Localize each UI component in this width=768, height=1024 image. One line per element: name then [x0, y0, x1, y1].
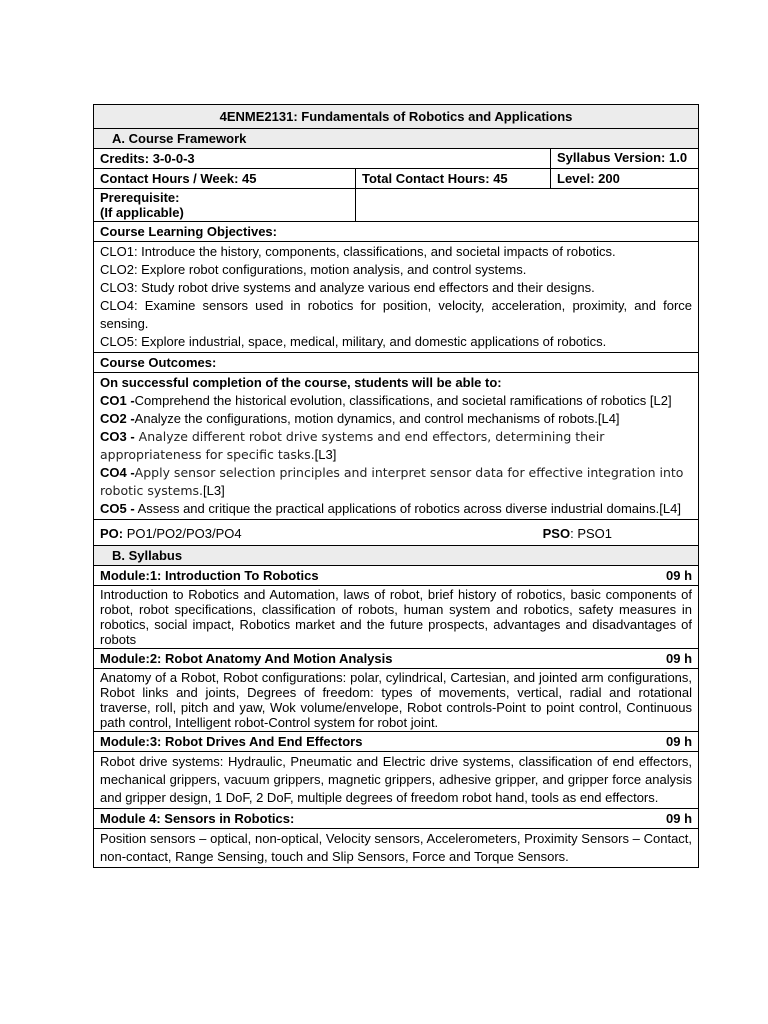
module-title: Module:3: Robot Drives And End Effectors	[100, 734, 363, 749]
contact-hours-cell: Contact Hours / Week: 45	[94, 169, 356, 189]
module-hours: 09 h	[666, 568, 693, 583]
co-heading: Course Outcomes:	[94, 353, 699, 373]
total-contact-hours-cell: Total Contact Hours: 45	[356, 169, 551, 189]
co-text: Comprehend the historical evolution, classifications, and societal ramifications of robotics [L2]	[134, 393, 672, 408]
module-title: Module 4: Sensors in Robotics:	[100, 811, 295, 826]
syllabus-table	[93, 104, 699, 868]
po-pso-row	[94, 520, 699, 546]
section-b-heading: B. Syllabus	[94, 546, 699, 566]
co-level: [L3]	[314, 447, 337, 462]
co-list	[94, 373, 699, 520]
co-text: Analyze the configurations, motion dynamics, and control mechanisms of robots.[L4]	[134, 411, 620, 426]
co-intro: On successful completion of the course, students will be able to:	[100, 375, 502, 390]
po-value: PO1/PO2/PO3/PO4	[123, 526, 242, 541]
co-item	[100, 428, 692, 464]
co-text: Assess and critique the practical applications of robotics across diverse industrial domains.[L4]	[134, 501, 681, 516]
clo-item: CLO5: Explore industrial, space, medical, military, and domestic applications of robotics.	[100, 334, 607, 349]
pso-field	[543, 525, 612, 542]
module-1-content: Introduction to Robotics and Automation, laws of robot, brief history of robotics, basic components of robot, robot specifications, classification of robots, human system and robotics, safety measures in robotics, social impact, Robotics market and the future prospects, advantages and disadvantages of robots	[94, 586, 699, 649]
module-3-header	[94, 732, 699, 752]
co-item	[100, 410, 692, 428]
po-label: PO:	[100, 526, 124, 541]
co-item	[100, 464, 692, 500]
prerequisite-value	[356, 189, 699, 222]
co-item	[100, 500, 692, 518]
credits-cell: Credits: 3-0-0-3	[94, 149, 551, 169]
module-4-content: Position sensors – optical, non-optical, Velocity sensors, Accelerometers, Proximity Sensors – Contact, non-contact, Range Sensing, touch and Slip Sensors, Force and Torque Sensors.	[94, 829, 699, 868]
module-2-content: Anatomy of a Robot, Robot configurations: polar, cylindrical, Cartesian, and jointed arm configurations, Robot links and joints, Degrees of freedom: types of movements, vertical, radial and rotational traverse, roll, pitch and yaw, Wok volume/envelope, Robot controls-Point to point control, Continuous path control, Intelligent robot-Control system for robot joint.	[94, 669, 699, 732]
module-4-header	[94, 809, 699, 829]
co-code: CO3 -	[100, 429, 135, 444]
co-code: CO2 -	[100, 411, 135, 426]
clo-heading: Course Learning Objectives:	[94, 222, 699, 242]
module-hours: 09 h	[666, 734, 693, 749]
clo-list	[94, 242, 699, 353]
co-code: CO4 -	[100, 465, 135, 480]
module-2-header	[94, 649, 699, 669]
syllabus-version-cell: Syllabus Version: 1.0	[551, 149, 699, 169]
clo-item: CLO1: Introduce the history, components, classifications, and societal impacts of robotics.	[100, 244, 616, 259]
clo-item: CLO2: Explore robot configurations, motion analysis, and control systems.	[100, 262, 527, 277]
pso-label: PSO	[542, 526, 571, 541]
syllabus-document	[93, 104, 698, 868]
module-title: Module:2: Robot Anatomy And Motion Analysis	[100, 651, 393, 666]
co-text: Analyze different robot drive systems and end effectors, determining their appropriateness for specific tasks.	[100, 429, 605, 462]
co-level: [L3]	[203, 483, 225, 498]
clo-item: CLO4: Examine sensors used in robotics for position, velocity, acceleration, proximity, and force sensing.	[100, 298, 693, 331]
module-hours: 09 h	[666, 651, 693, 666]
level-cell: Level: 200	[551, 169, 699, 189]
pso-value: : PSO1	[570, 526, 613, 541]
prerequisite-cell	[94, 189, 356, 222]
co-text: Apply sensor selection principles and interpret sensor data for effective integration into robotic systems.	[100, 465, 684, 498]
module-1-header	[94, 566, 699, 586]
co-code: CO1 -	[100, 393, 135, 408]
course-title: 4ENME2131: Fundamentals of Robotics and Applications	[94, 105, 699, 129]
module-title: Module:1: Introduction To Robotics	[100, 568, 319, 583]
co-code: CO5 -	[100, 501, 135, 516]
section-a-heading: A. Course Framework	[94, 129, 699, 149]
co-item	[100, 392, 692, 410]
prerequisite-sub: (If applicable)	[100, 205, 184, 220]
prerequisite-label: Prerequisite:	[100, 190, 180, 205]
module-3-content: Robot drive systems: Hydraulic, Pneumatic and Electric drive systems, classification of end effectors, mechanical grippers, vacuum grippers, magnetic grippers, adhesive gripper, and gripper force analysis and gripper design, 1 DoF, 2 DoF, multiple degrees of freedom robot hand, tools as end effectors.	[94, 752, 699, 809]
module-hours: 09 h	[666, 811, 693, 826]
clo-item: CLO3: Study robot drive systems and analyze various end effectors and their designs.	[100, 280, 595, 295]
po-field	[100, 525, 242, 542]
